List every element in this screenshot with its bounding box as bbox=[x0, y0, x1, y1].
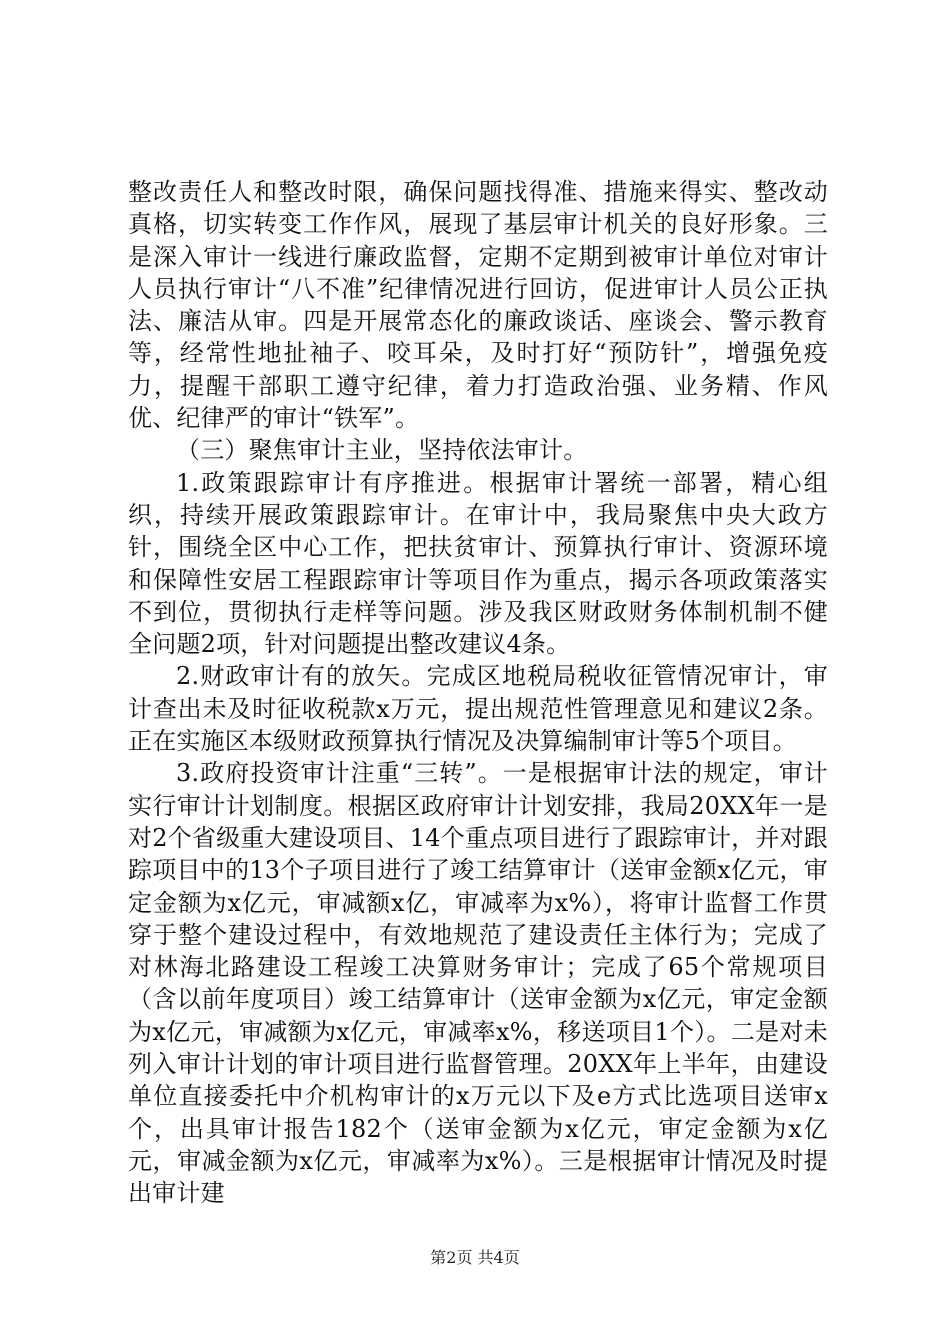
page-number: 第2页 共4页 bbox=[430, 1248, 520, 1267]
paragraph-policy-audit: 1.政策跟踪审计有序推进。根据审计署统一部署，精心组织，持续开展政策跟踪审计。在审计中，我局聚焦中央大政方针，围绕全区中心工作，把扶贫审计、预算执行审计、资源环境和保障性安居工程跟踪审计等项目作为重点，揭示各项政策落实不到位，贯彻执行走样等问题。涉及我区财政财务体制机制不健全问题2项，针对问题提出整改建议4条。 bbox=[128, 468, 828, 659]
document-body bbox=[128, 176, 828, 1210]
paragraph-finance-audit: 2.财政审计有的放矢。完成区地税局税收征管情况审计，审计查出未及时征收税款x万元，提出规范性管理意见和建议2条。正在实施区本级财政预算执行情况及决算编制审计等5个项目。 bbox=[128, 662, 828, 756]
paragraph-continuation: 整改责任人和整改时限，确保问题找得准、措施来得实、整改动真格，切实转变工作作风，展现了基层审计机关的良好形象。三是深入审计一线进行廉政监督，定期不定期到被审计单位对审计人员执行审计“八不准”纪律情况进行回访，促进审计人员公正执法、廉洁从审。四是开展常态化的廉政谈话、座谈会、警示教育等，经常性地扯袖子、咬耳朵，及时打好“预防针”，增强免疫力，提醒干部职工遵守纪律，着力打造政治强、业务精、作风优、纪律严的审计“铁军”。 bbox=[128, 178, 828, 433]
paragraph-investment-audit: 3.政府投资审计注重“三转”。一是根据审计法的规定，审计实行审计计划制度。根据区政府审计计划安排，我局20XX年一是对2个省级重大建设项目、14个重点项目进行了跟踪审计，并对跟踪项目中的13个子项目进行了竣工结算审计（送审金额x亿元，审定金额为x亿元，审减额x亿，审减率为x%），将审计监督工作贯穿于整个建设过程中，有效地规范了建设责任主体行为；完成了对林海北路建设工程竣工决算财务审计；完成了65个常规项目（含以前年度项目）竣工结算审计（送审金额为x亿元，审定金额为x亿元，审减额为x亿元，审减率x%，移送项目1个）。二是对未列入审计计划的审计项目进行监督管理。20XX年上半年，由建设单位直接委托中介机构审计的x万元以下及e方式比选项目送审x个，出具审计报告182个（送审金额为x亿元，审定金额为x亿元，审减金额为x亿元，审减率为x%）。三是根据审计情况及时提出审计建 bbox=[128, 759, 828, 1208]
section-heading: （三）聚焦审计主业，坚持依法审计。 bbox=[176, 436, 588, 465]
